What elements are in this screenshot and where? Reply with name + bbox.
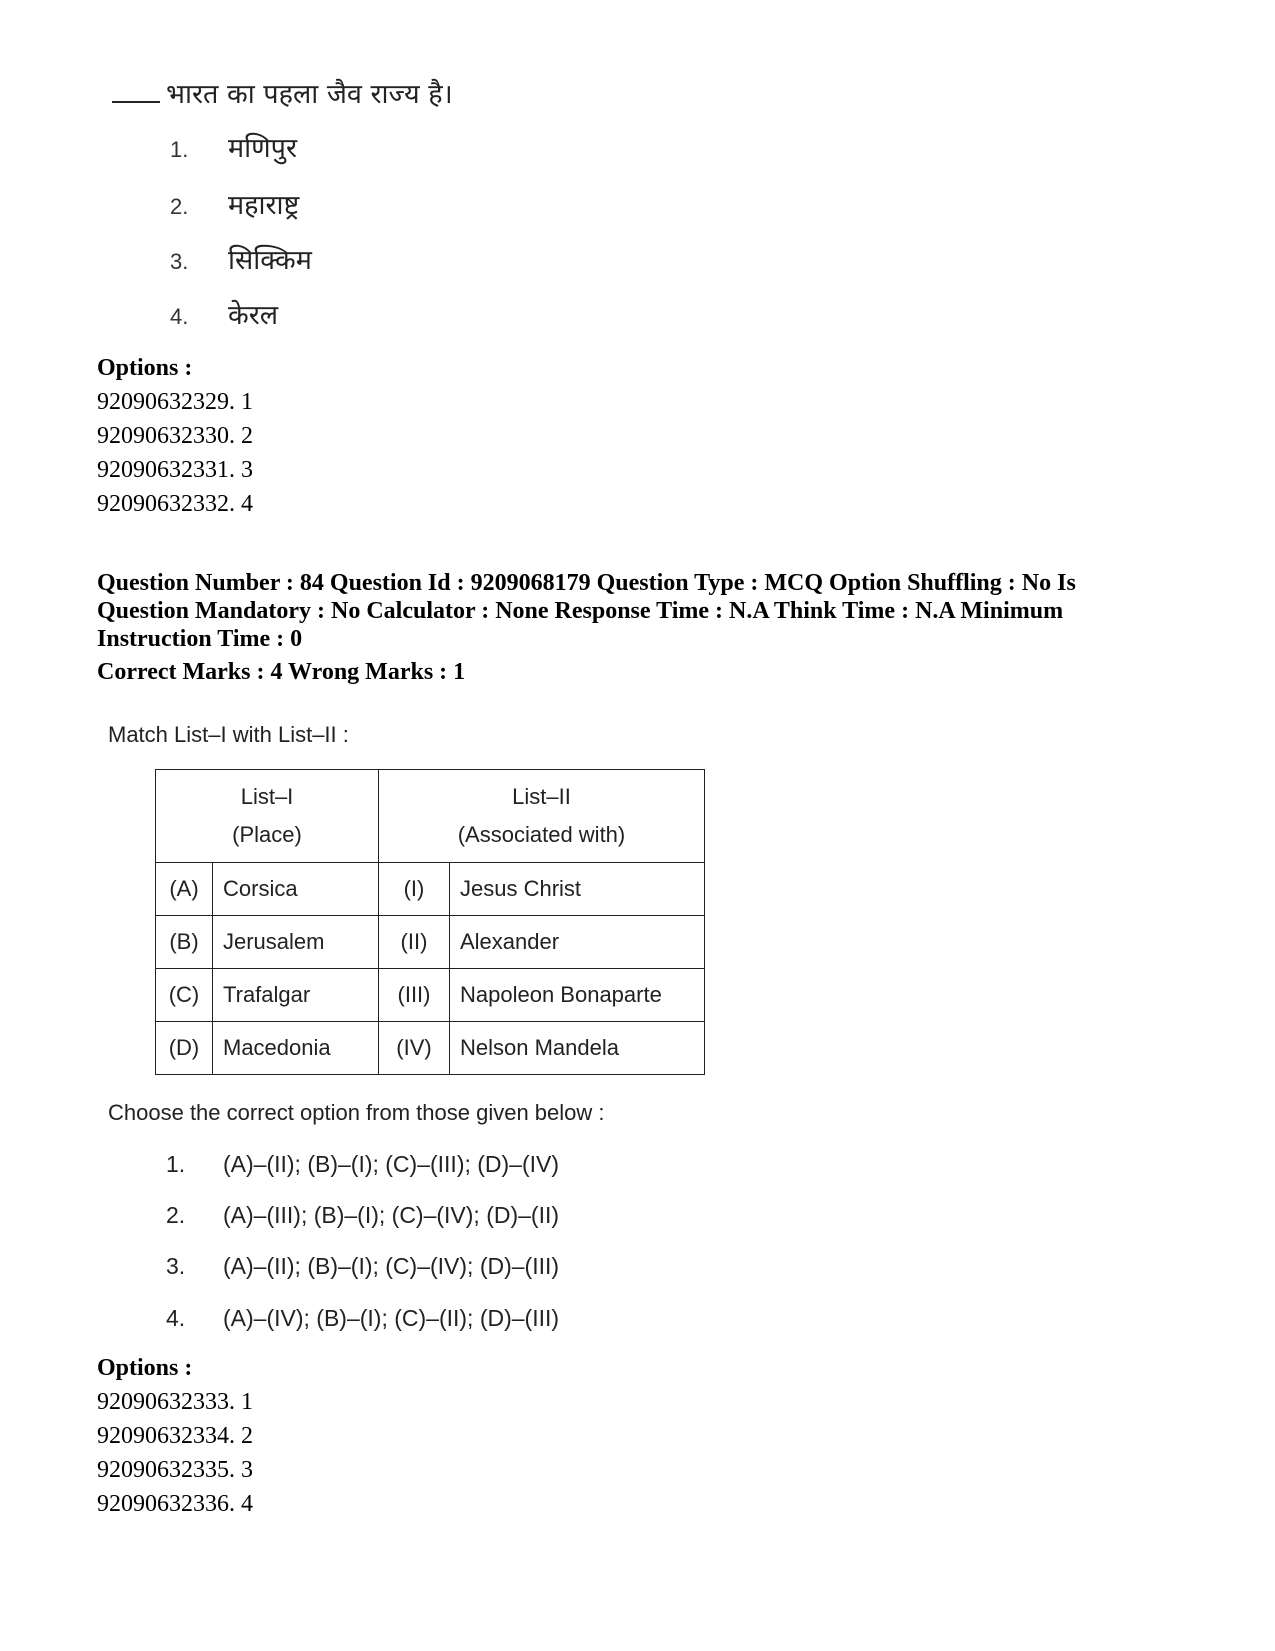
choice-item [170, 128, 297, 165]
match-choice [166, 1151, 559, 1178]
choice-text: (A)–(IV); (B)–(I); (C)–(II); (D)–(III) [223, 1305, 560, 1331]
option-line: 92090632335. 3 [97, 1457, 253, 1483]
choice-text: सिक्किम [228, 245, 312, 276]
marks-line: Correct Marks : 4 Wrong Marks : 1 [97, 659, 466, 685]
match-choice [166, 1202, 559, 1229]
list-1-title: List–I [240, 784, 294, 809]
options-heading: Options : [97, 1355, 193, 1381]
option-line: 92090632330. 2 [97, 423, 253, 449]
match-table [155, 769, 705, 1075]
question-meta-line: Instruction Time : 0 [97, 626, 303, 652]
choice-text: महाराष्ट्र [228, 190, 300, 221]
list-2-header [379, 770, 705, 863]
choice-text: (A)–(II); (B)–(I); (C)–(III); (D)–(IV) [223, 1151, 560, 1177]
option-line: 92090632332. 4 [97, 491, 253, 517]
row-label: (D) [156, 1022, 213, 1075]
row-label: (B) [156, 916, 213, 969]
choice-number: 1. [166, 1151, 186, 1177]
roman-label: (IV) [379, 1022, 450, 1075]
list-2-title: List–II [512, 784, 571, 809]
blank-line [112, 101, 160, 103]
row-label: (A) [156, 863, 213, 916]
choice-number: 2. [170, 194, 189, 219]
place-cell: Trafalgar [213, 969, 379, 1022]
option-line: 92090632336. 4 [97, 1491, 253, 1517]
option-line: 92090632329. 1 [97, 389, 253, 415]
table-header-row [156, 770, 705, 863]
choice-item [170, 240, 312, 277]
match-title: Match List–I with List–II : [108, 722, 349, 747]
associated-cell: Jesus Christ [450, 863, 705, 916]
stem-text: भारत का पहला जैव राज्य है। [166, 79, 453, 110]
options-heading: Options : [97, 355, 193, 381]
choose-instruction: Choose the correct option from those given below : [108, 1100, 605, 1125]
match-choice [166, 1253, 559, 1280]
table-row [156, 969, 705, 1022]
table-row [156, 863, 705, 916]
associated-cell: Nelson Mandela [450, 1022, 705, 1075]
choice-number: 4. [170, 304, 189, 329]
choice-text: मणिपुर [228, 133, 298, 164]
option-line: 92090632331. 3 [97, 457, 253, 483]
roman-label: (I) [379, 863, 450, 916]
choice-number: 2. [166, 1202, 186, 1228]
row-label: (C) [156, 969, 213, 1022]
question-stem-hindi [112, 74, 453, 111]
choice-item [170, 295, 278, 332]
list-1-subtitle: (Place) [232, 822, 302, 847]
associated-cell: Napoleon Bonaparte [450, 969, 705, 1022]
choice-number: 3. [166, 1253, 186, 1279]
question-meta-line: Question Mandatory : No Calculator : None Response Time : N.A Think Time : N.A Minimum [97, 598, 1064, 624]
table-row [156, 1022, 705, 1075]
place-cell: Jerusalem [213, 916, 379, 969]
option-line: 92090632334. 2 [97, 1423, 253, 1449]
choice-number: 1. [170, 137, 189, 162]
table-row [156, 916, 705, 969]
choice-text: (A)–(II); (B)–(I); (C)–(IV); (D)–(III) [223, 1253, 560, 1279]
choice-number: 4. [166, 1305, 186, 1331]
match-choice [166, 1305, 559, 1332]
roman-label: (II) [379, 916, 450, 969]
choice-number: 3. [170, 249, 189, 274]
choice-text: (A)–(III); (B)–(I); (C)–(IV); (D)–(II) [223, 1202, 560, 1228]
list-1-header [156, 770, 379, 863]
place-cell: Corsica [213, 863, 379, 916]
place-cell: Macedonia [213, 1022, 379, 1075]
associated-cell: Alexander [450, 916, 705, 969]
roman-label: (III) [379, 969, 450, 1022]
question-meta-line: Question Number : 84 Question Id : 9209068179 Question Type : MCQ Option Shuffling : No Is [97, 570, 1076, 596]
list-2-subtitle: (Associated with) [457, 822, 626, 847]
choice-text: केरल [228, 300, 279, 331]
choice-item [170, 185, 299, 222]
option-line: 92090632333. 1 [97, 1389, 253, 1415]
